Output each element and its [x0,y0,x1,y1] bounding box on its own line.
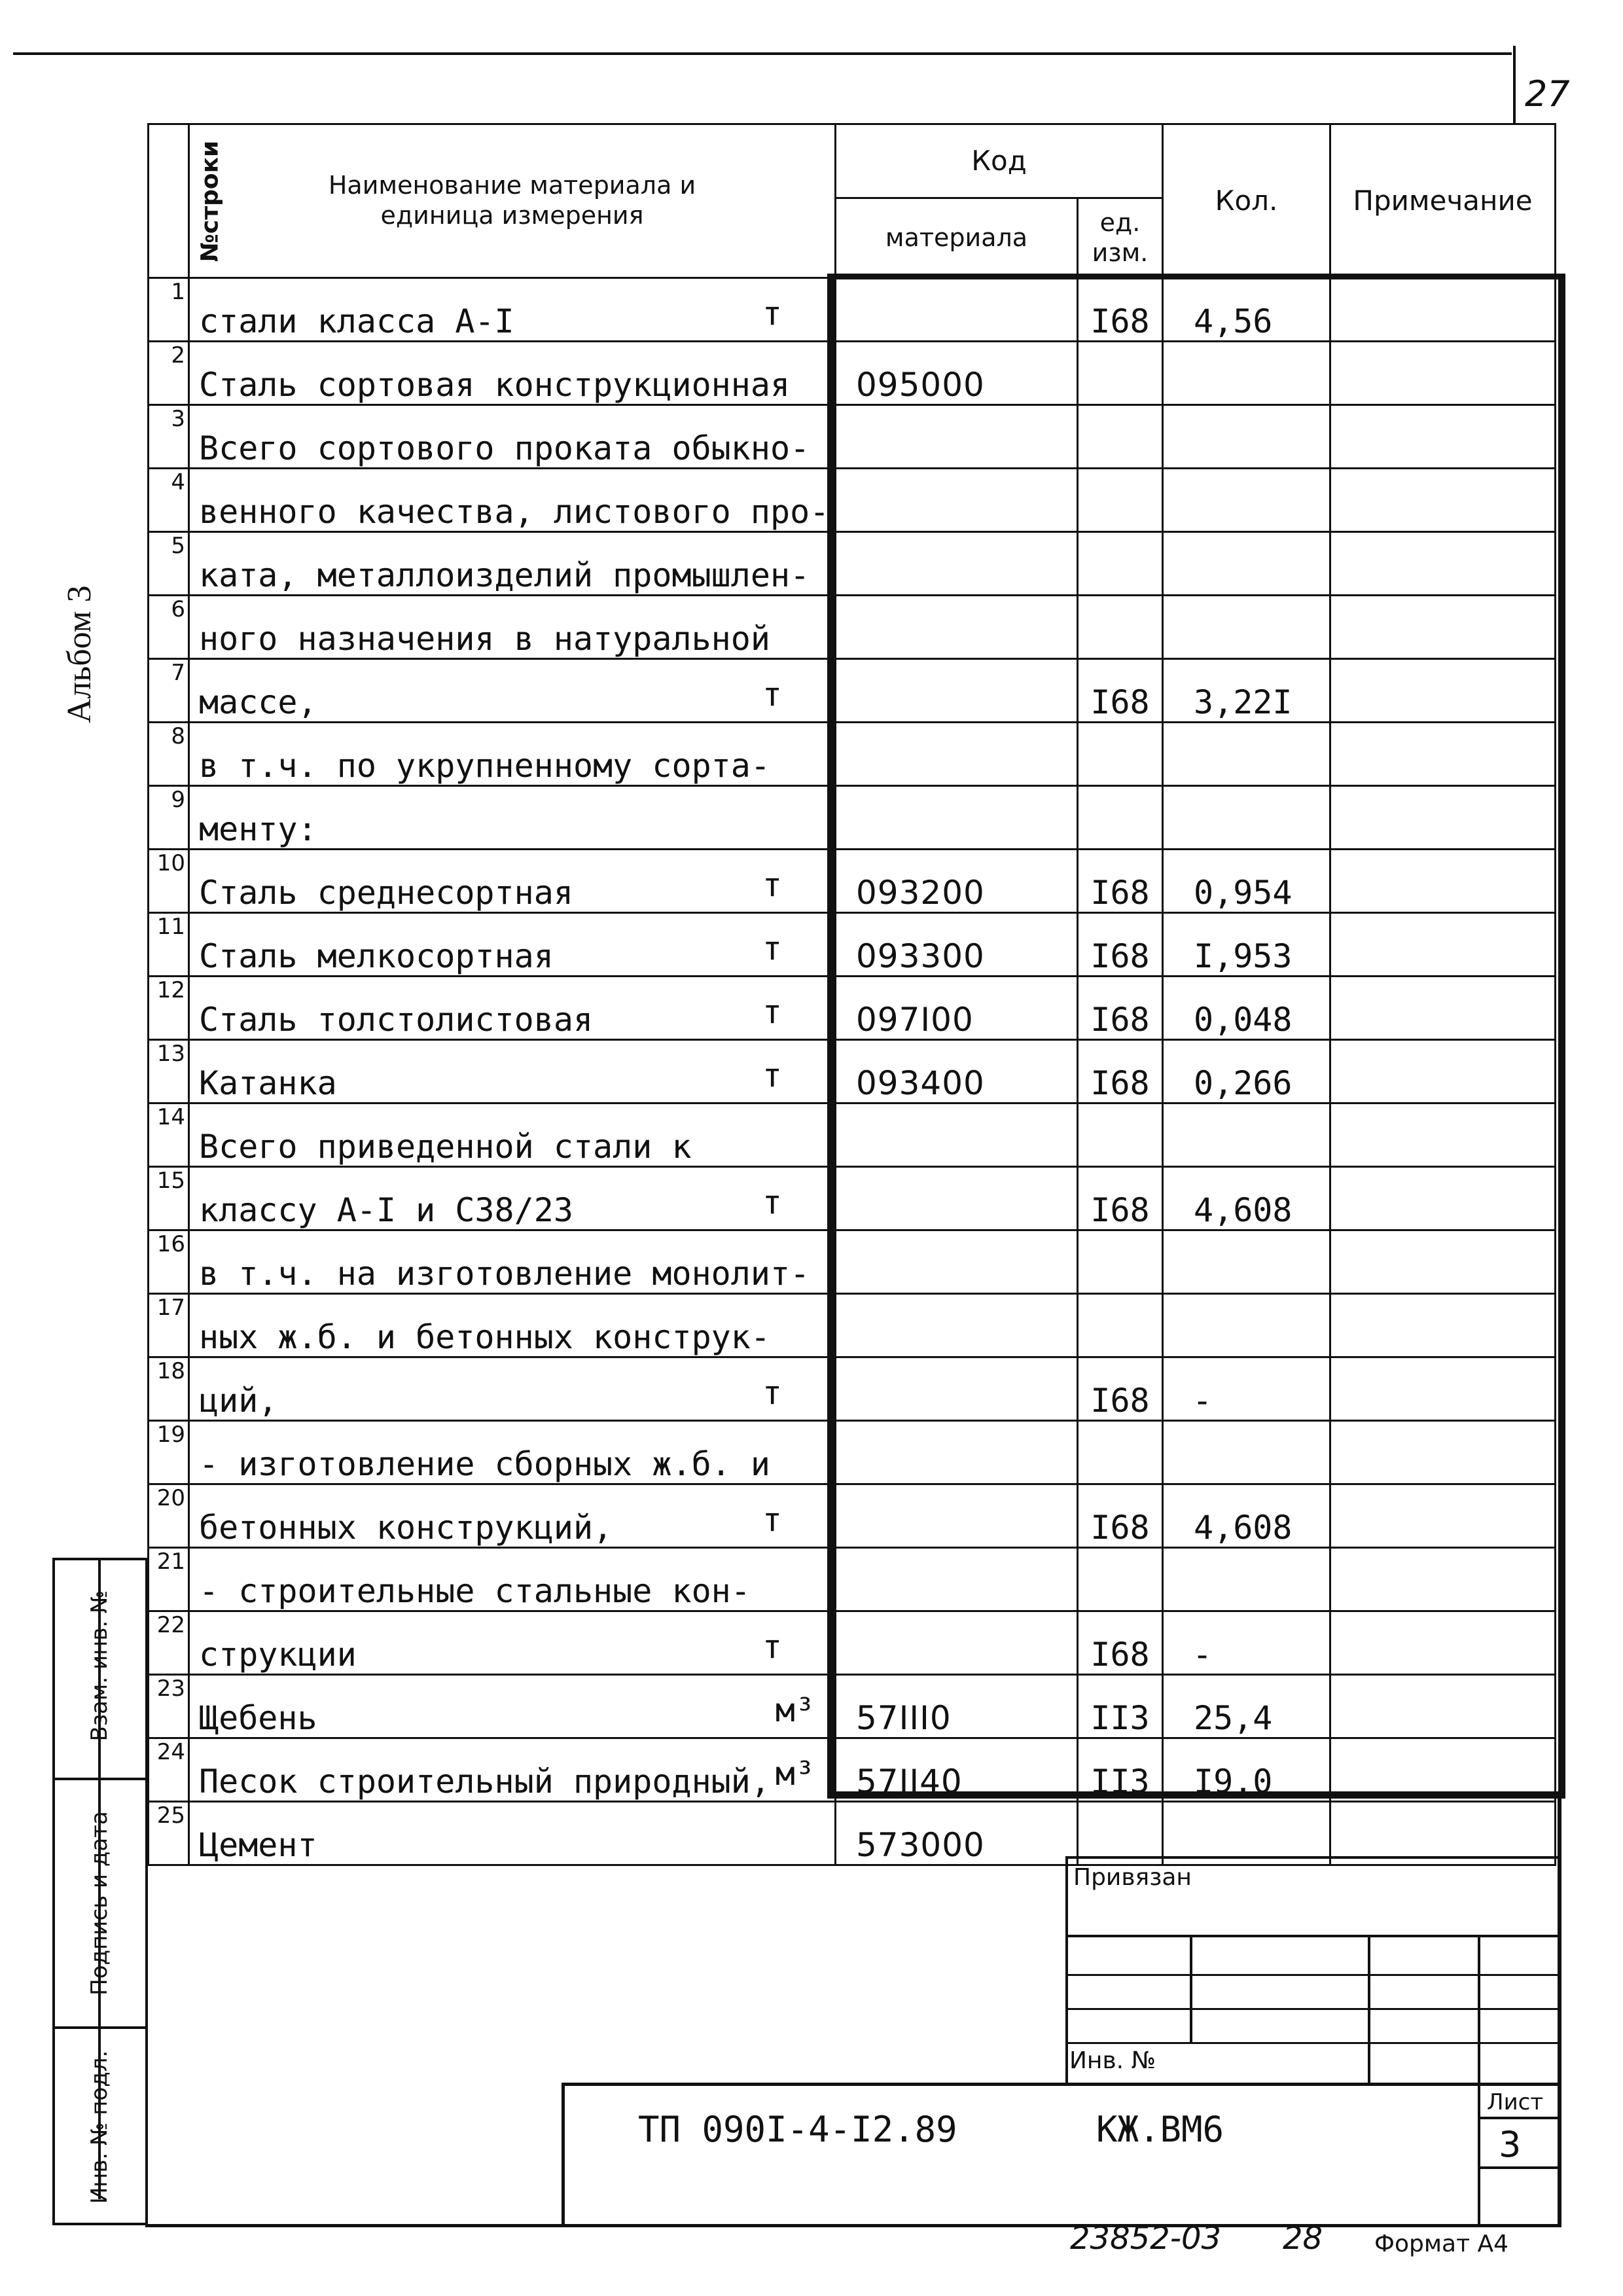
row-number: 2 [149,342,189,405]
unit-code: I68 [1078,1484,1163,1548]
material-name [189,1738,836,1802]
header-code-material: материала [836,198,1078,278]
header-name [189,124,836,278]
bold-frame [827,274,1565,1799]
material-unit: т [762,993,782,1031]
material-unit: м³ [775,1755,815,1793]
material-unit: т [762,1374,782,1412]
material-name [189,1421,836,1484]
material-name [189,850,836,913]
row-number: 1 [149,278,189,342]
row-number: 6 [149,596,189,659]
material-name-text: Сталь сортовая конструкционная [199,366,791,404]
material-code: 573000 [836,1802,1078,1865]
material-name [189,342,836,405]
quantity: 4,608 [1163,1167,1330,1230]
material-name-text: струкции [199,1636,357,1674]
material-name [189,278,836,342]
material-unit: т [762,1628,782,1666]
frame-bottom [145,2224,1561,2227]
material-name [189,1675,836,1738]
material-code: 093300 [836,913,1078,977]
header-code-unit-line2: изм. [1092,238,1149,267]
material-name-text: Всего сортового проката обыкно- [199,429,810,467]
material-name-text: ций, [199,1382,278,1420]
material-name [189,913,836,977]
material-name-text: стали класса А-I [199,302,514,340]
row-number: 5 [149,532,189,596]
material-name [189,1040,836,1103]
unit-code: II3 [1078,1738,1163,1802]
material-name-text: классу А-I и С38/23 [199,1191,573,1229]
material-name [189,977,836,1040]
material-name-text: менту: [199,810,317,848]
material-name-text: в т.ч. на изготовление монолит- [199,1255,810,1293]
tb-sheet-line [1478,2117,1558,2119]
note [1330,1802,1556,1865]
quantity: I9,0 [1163,1738,1330,1802]
row-number: 3 [149,405,189,469]
row-number: 9 [149,786,189,850]
unit-code: II3 [1078,1675,1163,1738]
tb-line-2 [1065,1974,1558,1976]
material-name-text: Песок строительный природный, [199,1763,770,1801]
tb-line-4 [1065,2042,1558,2044]
row-number: 11 [149,913,189,977]
material-name [189,1548,836,1611]
unit-code: I68 [1078,913,1163,977]
row-number: 12 [149,977,189,1040]
tb-line-1 [1065,1935,1558,1937]
material-name-text: венного качества, листового про- [199,493,830,531]
row-number: 14 [149,1103,189,1167]
unit-code: I68 [1078,1357,1163,1421]
material-unit: м³ [775,1691,815,1729]
material-code: 57III0 [836,1675,1078,1738]
quantity: 0,048 [1163,977,1330,1040]
material-name [189,1484,836,1548]
material-name [189,1802,836,1865]
material-name [189,786,836,850]
material-name-text: ного назначения в натуральной [199,620,770,658]
material-name-text: Цемент [199,1826,317,1864]
material-unit: т [762,1183,782,1221]
material-name [189,532,836,596]
header-code-unit-line1: ед. [1099,208,1141,238]
page-number: 27 [1525,73,1570,115]
format-label: Формат А4 [1374,2231,1509,2257]
side-label-signature: Подпись и дата [86,1811,113,1996]
order-code: 23852-03 [1070,2220,1222,2257]
row-number: 17 [149,1294,189,1357]
row-number: 19 [149,1421,189,1484]
row-number: 4 [149,469,189,532]
unit-code: I68 [1078,1040,1163,1103]
material-name-text: - изготовление сборных ж.б. и [199,1445,770,1483]
unit-code: I68 [1078,659,1163,723]
material-name-text: в т.ч. по укрупненному сорта- [199,747,770,785]
table-row [149,1802,1556,1865]
page-number-divider [1513,46,1516,123]
inv-no-label: Инв. № [1069,2047,1156,2074]
material-name [189,1103,836,1167]
material-name [189,1611,836,1675]
album-label: Альбом 3 [61,585,98,723]
material-name-text: ных ж.б. и бетонных конструк- [199,1318,770,1356]
material-name [189,1294,836,1357]
material-code: 095000 [836,342,1078,405]
header-row-no: №строки [149,124,189,278]
row-number: 8 [149,723,189,786]
quantity: - [1163,1357,1330,1421]
material-unit: т [762,295,782,332]
tb-left-upper [1065,1856,1068,2084]
row-number: 16 [149,1230,189,1294]
material-name [189,405,836,469]
material-name-text: Щебень [199,1699,317,1737]
top-rule [13,52,1512,55]
tb-top [1065,1856,1558,1859]
frame-left [145,1799,148,2225]
material-name [189,659,836,723]
sheet-number: 3 [1499,2124,1522,2165]
material-unit: т [762,675,782,713]
material-code: 57II40 [836,1738,1078,1802]
header-note: Примечание [1330,124,1556,278]
material-name [189,723,836,786]
order-number: 28 [1283,2220,1323,2257]
quantity: 25,4 [1163,1675,1330,1738]
row-number: 18 [149,1357,189,1421]
material-name-text: - строительные стальные кон- [199,1572,751,1610]
unit-code: I68 [1078,977,1163,1040]
quantity: 0,266 [1163,1040,1330,1103]
row-number: 10 [149,850,189,913]
unit-code: I68 [1078,850,1163,913]
frame-right [1558,1799,1561,2225]
bold-frame-top [827,274,1565,279]
tb-v-2 [1368,1935,1370,2084]
tb-v-1 [1190,1935,1192,2042]
material-name-text: бетонных конструкций, [199,1509,613,1547]
unit-code [1078,1802,1163,1865]
row-number: 21 [149,1548,189,1611]
material-unit: т [762,1501,782,1539]
material-unit: т [762,866,782,904]
material-name-text: массе, [199,683,317,721]
unit-code: I68 [1078,278,1163,342]
tb-main-left [562,2083,565,2224]
header-name-line2: единица измерения [380,201,644,230]
material-code: 093200 [836,850,1078,913]
row-number: 13 [149,1040,189,1103]
material-name-text: Всего приведенной стали к [199,1128,692,1166]
privyazan-label: Привязан [1073,1864,1192,1891]
row-number: 20 [149,1484,189,1548]
document-code: ТП 090I-4-I2.89 [638,2109,957,2150]
material-name [189,1230,836,1294]
unit-code: I68 [1078,1167,1163,1230]
material-unit: т [762,1056,782,1094]
quantity: 4,608 [1163,1484,1330,1548]
material-name-text: Катанка [199,1064,337,1102]
material-name-text: Сталь мелкосортная [199,937,554,975]
header-qty: Кол. [1163,124,1330,278]
document-mark: КЖ.ВМ6 [1096,2109,1224,2150]
quantity: - [1163,1611,1330,1675]
header-name-line1: Наименование материала и [328,171,696,200]
tb-v-3 [1478,1935,1480,2224]
tb-sheet-line-2 [1478,2166,1558,2169]
row-number: 25 [149,1802,189,1865]
row-number: 23 [149,1675,189,1738]
quantity: 3,22I [1163,659,1330,723]
quantity: I,953 [1163,913,1330,977]
material-unit: т [762,929,782,967]
material-code: 097I00 [836,977,1078,1040]
tb-main-top [562,2083,1558,2086]
material-name-text: ката, металлоизделий промышлен- [199,556,810,594]
row-number: 22 [149,1611,189,1675]
material-name [189,596,836,659]
header-code-group: Код [836,124,1163,198]
tb-line-3 [1065,2008,1558,2010]
material-name-text: Сталь толстолистовая [199,1001,594,1039]
material-name [189,469,836,532]
side-label-inv-podl: Инв. № подл. [86,2050,113,2204]
side-label-vzam: Взам. инв. № [86,1590,113,1742]
quantity: 4,56 [1163,278,1330,342]
material-name [189,1167,836,1230]
header-code-unit [1078,198,1163,278]
unit-code: I68 [1078,1611,1163,1675]
material-name-text: Сталь среднесортная [199,874,573,912]
row-number: 7 [149,659,189,723]
quantity [1163,1802,1330,1865]
sheet-label: Лист [1487,2089,1544,2115]
material-code: 093400 [836,1040,1078,1103]
row-number: 15 [149,1167,189,1230]
material-name [189,1357,836,1421]
quantity: 0,954 [1163,850,1330,913]
row-number: 24 [149,1738,189,1802]
